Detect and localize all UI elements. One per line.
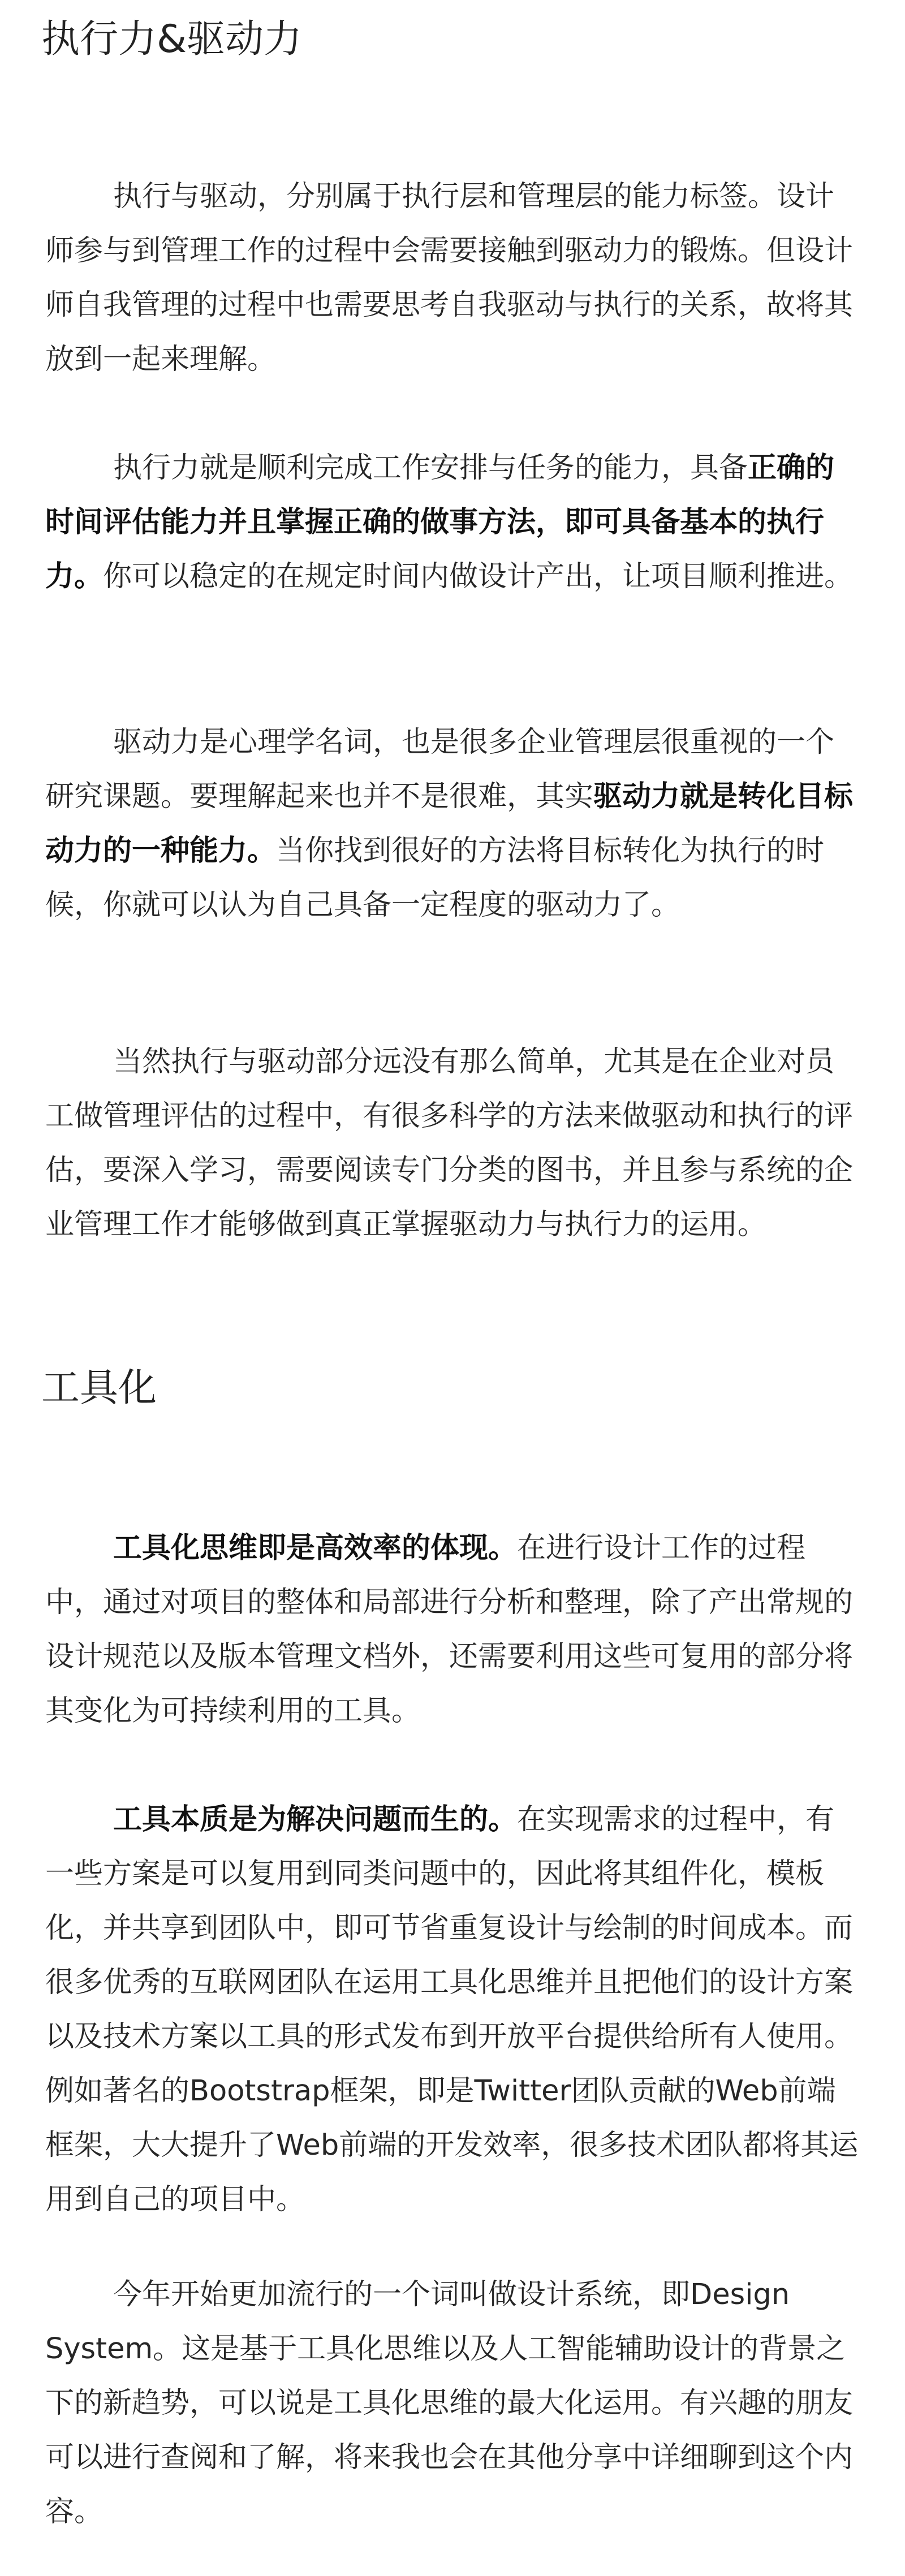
paragraph-text: 驱动力是心理学名词，也是很多企业管理层很重视的一个研究课题。要理解起来也并不是很难，其实 [45,726,835,813]
paragraph-tooling-intro [45,1521,860,1738]
paragraph-tool-essence [45,1793,860,2227]
paragraph-text: 在实现需求的过程中，有一些方案是可以复用到同类问题中的，因此将其组件化，模板化，并共享到团队中，即可节省重复设计与绘制的时间成本。而很多优秀的互联网团队在运用工具化思维并且把他们的设计方案以及技术方案以工具的形式发布到开放平台提供给所有人使用。例如著名的Bootstrap框架，即是Twitter团队贡献的Web前端框架，大大提升了Web前端的开发效率，很多技术团队都将其运用到自己的项目中。 [45,1803,859,2216]
paragraph-execution-intro: 执行与驱动，分别属于执行层和管理层的能力标签。设计师参与到管理工作的过程中会需要接触到驱动力的锻炼。但设计师自我管理的过程中也需要思考自我驱动与执行的关系，故将其放到一起来理解。 [45,180,854,376]
paragraph-design-system: 今年开始更加流行的一个词叫做设计系统，即Design System。这是基于工具化思维以及人工智能辅助设计的背景之下的新趋势，可以说是工具化思维的最大化运用。有兴趣的朋友可以进行查阅和了解，将来我也会在其他分享中详细聊到这个内容。 [45,2278,854,2528]
paragraph-text: 执行力就是顺利完成工作安排与任务的能力，具备 [113,451,748,485]
paragraph-emphasis: 正确的时间评估能力并且掌握正确的做事方法，即可具备基本的执行力。 [45,451,835,593]
paragraph-emphasis: 工具本质是为解决问题而生的。 [113,1803,518,1836]
paragraph-execution-drive-summary: 当然执行与驱动部分远没有那么简单，尤其是在企业对员工做管理评估的过程中，有很多科学的方法来做驱动和执行的评估，要深入学习，需要阅读专门分类的图书，并且参与系统的企业管理工作才能够做到真正掌握驱动力与执行力的运用。 [45,1045,854,1241]
paragraph-emphasis: 驱动力就是转化目标动力的一种能力。 [45,780,854,868]
paragraph-execution-definition [45,441,860,604]
section-heading-execution-drive: 执行力&驱动力 [41,17,303,62]
paragraph-text: 你可以稳定的在规定时间内做设计产出，让项目顺利推进。 [103,560,854,593]
paragraph-drive-definition [45,715,860,933]
paragraph-text: 在进行设计工作的过程中，通过对项目的整体和局部进行分析和整理，除了产出常规的设计规范以及版本管理文档外，还需要利用这些可复用的部分将其变化为可持续利用的工具。 [45,1531,854,1728]
section-heading-tooling: 工具化 [41,1366,157,1410]
paragraph-emphasis: 工具化思维即是高效率的体现。 [113,1531,518,1565]
paragraph-text: 当你找到很好的方法将目标转化为执行的时候，你就可以认为自己具备一定程度的驱动力了。 [45,834,825,922]
